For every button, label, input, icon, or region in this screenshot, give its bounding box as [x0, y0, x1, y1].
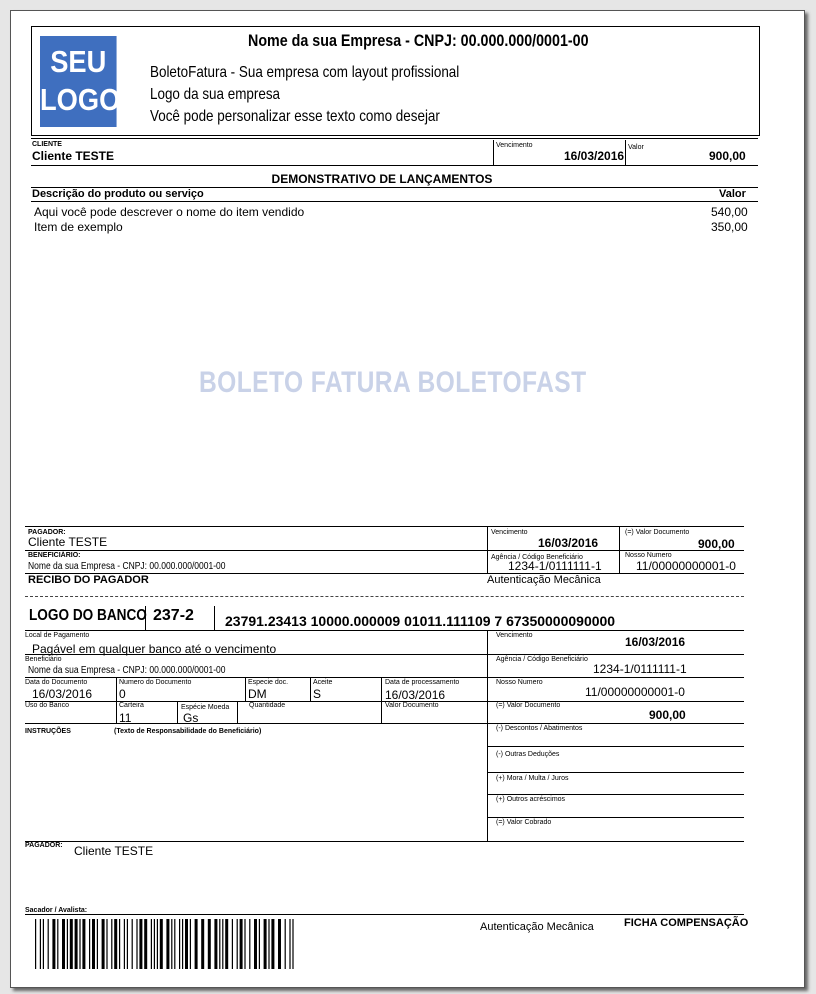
- watermark: BOLETO FATURA BOLETOFAST: [199, 366, 587, 399]
- barcode-bar: [70, 919, 73, 969]
- barcode-bar: [195, 919, 198, 969]
- ficha-beneficiario-label: Beneficiário: [25, 656, 62, 663]
- company-text-line-1: BoletoFatura - Sua empresa com layout profissional: [150, 64, 460, 81]
- recibo-agencia-value: 1234-1/0111111-1: [508, 559, 602, 573]
- data-documento-value: 16/03/2016: [32, 687, 93, 701]
- recibo-nosso-numero-value: 11/00000000001-0: [636, 559, 736, 573]
- ficha-top-line: [25, 630, 744, 631]
- barcode-bar: [75, 919, 78, 969]
- ficha-line-2: [25, 677, 744, 678]
- ficha-autenticacao: Autenticação Mecânica: [480, 921, 594, 933]
- item-1-valor: 540,00: [711, 205, 748, 219]
- ficha-right-line-4: [487, 817, 744, 818]
- summary-divider-1: [493, 140, 494, 166]
- summary-vencimento-label: Vencimento: [496, 142, 533, 149]
- barcode-bar: [225, 919, 228, 969]
- ficha-vencimento-value: 16/03/2016: [625, 635, 686, 649]
- company-logo: [40, 36, 121, 127]
- barcode-bar: [124, 919, 125, 969]
- descontos-label: (-) Descontos / Abatimentos: [496, 725, 583, 732]
- company-header: [31, 26, 760, 136]
- recibo-pagador-label: PAGADOR:: [28, 529, 66, 536]
- barcode-bar: [179, 919, 180, 969]
- outros-acrescimos-label: (+) Outros acréscimos: [496, 796, 566, 803]
- logo-line-2: LOGO: [40, 82, 121, 117]
- ficha-nosso-numero-label: Nosso Numero: [496, 679, 543, 686]
- especie-moeda-label: Espécie Moeda: [181, 704, 230, 711]
- company-text-line-3: Você pode personalizar esse texto como desejar: [150, 108, 440, 125]
- barcode-bar: [254, 919, 257, 969]
- data-processamento-value: 16/03/2016: [385, 688, 446, 702]
- barcode-bar: [144, 919, 147, 969]
- item-2-valor: 350,00: [711, 220, 748, 234]
- ficha-pagador-value: Cliente TESTE: [74, 844, 154, 858]
- uso-banco-label: Uso do Banco: [25, 702, 69, 709]
- barcode-bar: [79, 919, 80, 969]
- row3-divider-4: [381, 677, 382, 723]
- boleto-page: [10, 10, 805, 988]
- barcode-bar: [160, 919, 163, 969]
- ficha-agencia-value: 1234-1/0111111-1: [593, 662, 687, 676]
- barcode-bar: [97, 919, 98, 969]
- ficha-right-line-3: [487, 794, 744, 795]
- local-pagamento-label: Local de Pagamento: [25, 632, 90, 639]
- barcode-bar: [174, 919, 175, 969]
- data-processamento-label: Data de processamento: [385, 679, 460, 686]
- row3-divider-1: [116, 677, 117, 723]
- especie-doc-value: DM: [248, 687, 267, 701]
- ficha-right-line-2: [487, 772, 744, 773]
- barcode-bar: [171, 919, 172, 969]
- recibo-mid-line: [25, 550, 744, 551]
- col-valor: Valor: [719, 188, 746, 200]
- barcode-bar: [102, 919, 105, 969]
- local-pagamento-value: Pagável em qualquer banco até o vencimento: [32, 642, 277, 656]
- barcode-bar: [127, 919, 128, 969]
- barcode-bar: [232, 919, 233, 969]
- row3-divider-3: [310, 677, 311, 701]
- barcode-bar: [219, 919, 220, 969]
- aceite-value: S: [313, 687, 322, 701]
- recibo-beneficiario-label: BENEFICIÁRIO:: [28, 552, 81, 559]
- ficha-line-4: [25, 723, 744, 724]
- barcode-bar: [154, 919, 155, 969]
- barcode-bar: [285, 919, 286, 969]
- quantidade-label: Quantidade: [249, 702, 286, 709]
- barcode-bar: [119, 919, 120, 969]
- valor-cobrado-label: (=) Valor Cobrado: [496, 819, 552, 826]
- sacador-label: Sacador / Avalista:: [25, 907, 88, 914]
- carteira-value: 11: [119, 711, 132, 725]
- barcode-bar: [244, 919, 245, 969]
- barcode-bar: [151, 919, 152, 969]
- barcode-bar: [139, 919, 142, 969]
- barcode-bar: [292, 919, 293, 969]
- recibo-nosso-numero-label: Nosso Numero: [625, 552, 672, 559]
- barcode-bar: [214, 919, 217, 969]
- barcode-bar: [289, 919, 290, 969]
- recibo-pagador-value: Cliente TESTE: [28, 535, 108, 549]
- data-documento-label: Data do Documento: [25, 679, 88, 686]
- barcode-bar: [132, 919, 133, 969]
- barcode-bar: [67, 919, 68, 969]
- cut-line: [25, 596, 744, 597]
- barcode-bar: [268, 919, 269, 969]
- instrucoes-label: INSTRUÇÕES: [25, 728, 71, 735]
- cliente-value: Cliente TESTE: [32, 149, 115, 163]
- ficha-valor-doc-label: (=) Valor Documento: [496, 702, 561, 709]
- barcode-bar: [240, 919, 243, 969]
- barcode-bar: [114, 919, 117, 969]
- codigo-banco: 237-2: [153, 607, 194, 624]
- barcode-bar: [237, 919, 238, 969]
- especie-moeda-value: Gs: [183, 711, 199, 725]
- cliente-label: CLIENTE: [32, 141, 62, 148]
- ficha-valor-doc-value: 900,00: [649, 708, 686, 722]
- demonstrativo-line-2: [31, 201, 758, 202]
- row4-divider-2: [237, 701, 238, 723]
- barcode-bar: [52, 919, 55, 969]
- ficha-line-1: [25, 654, 744, 655]
- barcode-bar: [271, 919, 274, 969]
- barcode-bar: [57, 919, 58, 969]
- demonstrativo-title: DEMONSTRATIVO DE LANÇAMENTOS: [271, 172, 493, 186]
- recibo-title: RECIBO DO PAGADOR: [28, 574, 149, 586]
- barcode-bar: [92, 919, 95, 969]
- ficha-compensacao-title: FICHA COMPENSAÇÃO: [624, 917, 749, 929]
- linha-digitavel: 23791.23413 10000.000009 01011.111109 7 67350000090000: [225, 613, 616, 629]
- aceite-label: Aceite: [313, 679, 333, 686]
- ficha-right-line-1: [487, 746, 744, 747]
- recibo-valor-doc-value: 900,00: [698, 537, 735, 551]
- ficha-beneficiario-value: Nome da sua Empresa - CNPJ: 00.000.000/0001-00: [28, 665, 226, 676]
- barcode-bar: [40, 919, 41, 969]
- recibo-agencia-label: Agência / Código Beneficiário: [491, 554, 583, 561]
- carteira-label: Carteira: [119, 702, 144, 709]
- barcode-bar: [43, 919, 44, 969]
- barcode-bar: [185, 919, 188, 969]
- outras-deducoes-label: (-) Outras Deduções: [496, 751, 560, 758]
- ficha-pagador-label: PAGADOR:: [25, 842, 63, 849]
- barcode-bar: [106, 919, 107, 969]
- recibo-top-line: [25, 526, 744, 527]
- col-descricao: Descrição do produto ou serviço: [32, 188, 204, 200]
- ficha-vencimento-label: Vencimento: [496, 632, 533, 639]
- barcode-bar: [111, 919, 112, 969]
- barcode: [35, 919, 295, 969]
- company-title: Nome da sua Empresa - CNPJ: 00.000.000/0001-00: [248, 31, 589, 50]
- company-text-line-2: Logo da sua empresa: [150, 86, 281, 103]
- barcode-bar: [278, 919, 281, 969]
- numero-documento-label: Numero do Documento: [119, 679, 192, 686]
- barcode-bar: [82, 919, 85, 969]
- especie-doc-label: Especie doc.: [248, 679, 289, 686]
- summary-bottom-line: [31, 165, 758, 166]
- summary-valor-label: Valor: [628, 144, 644, 151]
- barcode-bar: [48, 919, 49, 969]
- logo-banco: LOGO DO BANCO: [29, 607, 147, 624]
- row4-divider-1: [177, 701, 178, 723]
- ficha-line-5: [25, 841, 744, 842]
- barcode-bar: [222, 919, 223, 969]
- row3-divider-2: [245, 677, 246, 701]
- valor-documento-mid-label: Valor Documento: [385, 702, 439, 709]
- logo-line-1: SEU: [50, 44, 107, 79]
- instrucoes-note: (Texto de Responsabilidade do Beneficiário): [114, 728, 262, 735]
- barcode-bar: [259, 919, 260, 969]
- barcode-bar: [35, 919, 36, 969]
- summary-vencimento-value: 16/03/2016: [564, 149, 625, 163]
- company-text: [150, 62, 459, 128]
- ficha-nosso-numero-value: 11/00000000001-0: [585, 685, 685, 699]
- recibo-vencimento-label: Vencimento: [491, 529, 528, 536]
- barcode-bar: [62, 919, 65, 969]
- barcode-bar: [190, 919, 191, 969]
- barcode-bar: [201, 919, 204, 969]
- header-divider: [31, 138, 758, 139]
- barcode-bar: [136, 919, 137, 969]
- recibo-valor-doc-label: (=) Valor Documento: [625, 529, 690, 536]
- numero-documento-value: 0: [119, 687, 126, 701]
- recibo-vencimento-value: 16/03/2016: [538, 536, 599, 550]
- summary-divider-2: [625, 140, 626, 166]
- item-2-desc: Item de exemplo: [34, 220, 123, 234]
- item-1-desc: Aqui você pode descrever o nome do item vendido: [34, 205, 305, 219]
- barcode-bar: [157, 919, 158, 969]
- summary-valor-value: 900,00: [709, 149, 746, 163]
- mora-label: (+) Mora / Multa / Juros: [496, 775, 569, 782]
- banco-divider-2: [214, 606, 215, 630]
- ficha-right-column-divider: [487, 630, 488, 841]
- barcode-bar: [89, 919, 90, 969]
- barcode-bar: [208, 919, 211, 969]
- barcode-bar: [264, 919, 267, 969]
- ficha-agencia-label: Agência / Código Beneficiário: [496, 656, 588, 663]
- banco-divider-1: [145, 606, 146, 630]
- recibo-autenticacao: Autenticação Mecânica: [487, 574, 601, 586]
- barcode-bar: [249, 919, 250, 969]
- barcode-bar: [182, 919, 183, 969]
- recibo-beneficiario-value: Nome da sua Empresa - CNPJ: 00.000.000/0001-00: [28, 561, 226, 572]
- barcode-bar: [166, 919, 169, 969]
- ficha-bottom-line: [25, 914, 744, 915]
